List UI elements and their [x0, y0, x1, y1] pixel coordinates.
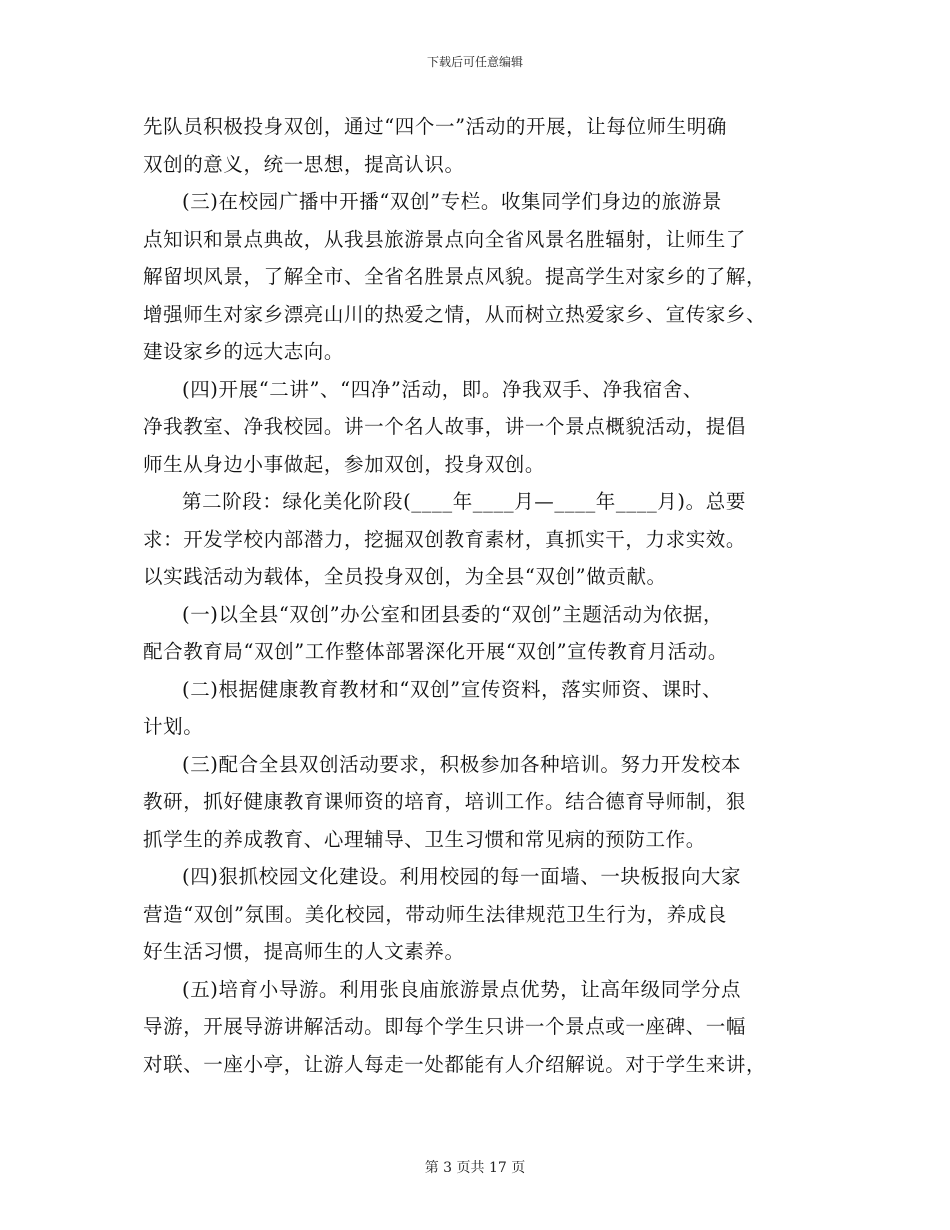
- text-line: 求：开发学校内部潜力，挖掘双创教育素材，真抓实干，力求实效。: [143, 527, 747, 551]
- text-line: (三)配合全县双创活动要求，积极参加各种培训。努力开发校本: [182, 752, 742, 776]
- text-line: 解留坝风景，了解全市、全省名胜景点风貌。提高学生对家乡的了解，: [143, 265, 767, 288]
- text-line: (四)狠抓校园文化建设。利用校园的每一面墙、一块板报向大家: [182, 865, 742, 888]
- text-line: 双创的意义，统一思想，提高认识。: [143, 152, 465, 176]
- text-line: (一)以全县“双创”办公室和团县委的“双创”主题活动为依据，: [182, 602, 724, 626]
- text-line: 计划。: [143, 715, 204, 738]
- document-body: [143, 108, 808, 1083]
- text-line: (四)开展“二讲”、“四净”活动，即。净我双手、净我宿舍、: [182, 377, 703, 401]
- text-line: (二)根据健康教育教材和“双创”宣传资料，落实师资、课时、: [182, 677, 723, 701]
- text-line: 配合教育局“双创”工作整体部署深化开展“双创”宣传教育月活动。: [143, 640, 728, 663]
- text-line: 点知识和景点典故，从我县旅游景点向全省风景名胜辐射，让师生了: [143, 227, 747, 251]
- text-line: 抓学生的养成教育、心理辅导、卫生习惯和常见病的预防工作。: [143, 827, 706, 851]
- text-line: 建设家乡的远大志向。: [143, 340, 345, 363]
- page-header: 下载后可任意编辑: [426, 55, 523, 69]
- text-line: 营造“双创”氛围。美化校园，带动师生法律规范卫生行为，养成良: [143, 902, 727, 926]
- text-line: 第二阶段：绿化美化阶段(____年____月—____年____月)。总要: [182, 490, 746, 513]
- text-line: 以实践活动为载体，全员投身双创，为全县“双创”做贡献。: [143, 565, 667, 588]
- text-line: 先队员积极投身双创，通过“四个一”活动的开展，让每位师生明确: [143, 115, 727, 138]
- text-line: (五)培育小导游。利用张良庙旅游景点优势，让高年级同学分点: [182, 977, 742, 1001]
- text-line: 师生从身边小事做起，参加双创，投身双创。: [143, 452, 546, 476]
- text-line: 增强师生对家乡漂亮山川的热爱之情，从而树立热爱家乡、宣传家乡、: [143, 302, 767, 326]
- text-line: (三)在校园广播中开播“双创”专栏。收集同学们身边的旅游景: [182, 190, 723, 213]
- text-line: 好生活习惯，提高师生的人文素养。: [143, 940, 465, 963]
- text-line: 净我教室、净我校园。讲一个名人故事，讲一个景点概貌活动，提倡: [143, 415, 747, 438]
- text-line: 对联、一座小亭，让游人每走一处都能有人介绍解说。对于学生来讲，: [143, 1052, 767, 1076]
- text-line: 导游，开展导游讲解活动。即每个学生只讲一个景点或一座碑、一幅: [143, 1015, 747, 1038]
- page-number: 第 3 页共 17 页: [424, 1160, 526, 1176]
- text-line: 教研，抓好健康教育课师资的培育，培训工作。结合德育导师制，狠: [143, 790, 747, 813]
